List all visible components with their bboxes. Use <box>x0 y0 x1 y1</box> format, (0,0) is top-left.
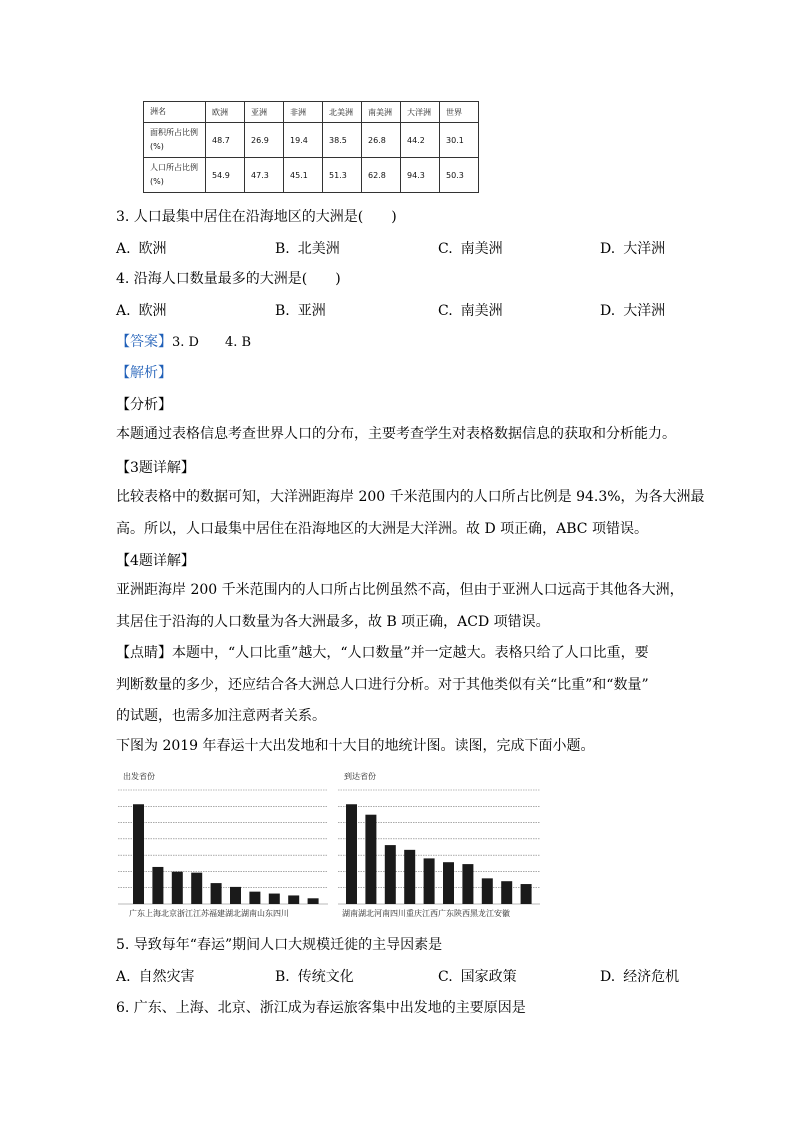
table-cell: 50.3 <box>440 158 479 193</box>
answer-line <box>116 331 251 351</box>
continent-population-table <box>143 101 479 193</box>
category-labels <box>129 908 289 918</box>
category-label: 山东 <box>257 909 273 918</box>
question-6-stem: 6. 广东、上海、北京、浙江成为春运旅客集中出发地的主要原因是 <box>116 1000 526 1016</box>
table-row <box>144 158 479 193</box>
bar <box>249 892 260 904</box>
bar <box>230 887 241 904</box>
category-label: 湖南 <box>342 909 358 918</box>
chart-title: 出发省份 <box>123 772 155 781</box>
table-cell: 45.1 <box>284 158 323 193</box>
option-text: 自然灾害 <box>138 969 195 985</box>
question-5-option-d <box>600 966 679 986</box>
table-header-cell: 欧洲 <box>206 102 245 123</box>
question-3-option-d <box>600 238 665 258</box>
option-letter: B. <box>275 241 290 257</box>
category-label: 上海 <box>145 909 161 918</box>
question-4-option-a <box>116 300 167 320</box>
bar <box>152 867 163 904</box>
table-header-cell: 洲名 <box>144 102 206 123</box>
table-header-cell: 大洋洲 <box>401 102 440 123</box>
dianjing-line: 判断数量的多少，还应结合各大洲总人口进行分析。对于其他类似有关“比重”和“数量” <box>116 676 649 693</box>
bar <box>501 881 512 904</box>
question-5-option-c <box>438 966 517 986</box>
option-letter: D. <box>600 969 616 985</box>
option-letter: D. <box>600 303 616 319</box>
question-4-option-b <box>275 300 326 320</box>
category-label: 江西 <box>422 909 438 918</box>
category-label: 黑龙江 <box>470 909 494 918</box>
option-text: 北美洲 <box>297 241 340 257</box>
answer-text: 3. D 4. B <box>172 335 252 350</box>
bar <box>308 898 319 904</box>
chart-intro: 下图为 2019 年春运十大出发地和十大目的地统计图。读图，完成下面小题。 <box>116 738 595 754</box>
fenxi-text: 本题通过表格信息考查世界人口的分布，主要考查学生对表格数据信息的获取和分析能力。 <box>116 426 676 442</box>
table-header-cell: 南美洲 <box>362 102 401 123</box>
bar <box>443 862 454 904</box>
bar <box>191 873 202 904</box>
bar <box>346 804 357 904</box>
question-5-stem: 5. 导致每年“春运”期间人口大规模迁徙的主导因素是 <box>116 937 443 953</box>
option-letter: A. <box>116 303 131 319</box>
category-label: 四川 <box>273 909 289 918</box>
bar <box>482 878 493 904</box>
detail-4-text <box>116 575 684 638</box>
option-letter: A. <box>116 969 131 985</box>
category-label: 湖南 <box>241 909 257 918</box>
bar <box>385 845 396 904</box>
option-text: 南美洲 <box>460 241 503 257</box>
dianjing-line: 的试题，也需多加注意两者关系。 <box>116 708 326 724</box>
option-text: 大洋洲 <box>623 303 666 319</box>
bar <box>133 804 144 904</box>
category-label: 湖北 <box>225 909 241 918</box>
table-cell: 54.9 <box>206 158 245 193</box>
table-cell: 44.2 <box>401 123 440 158</box>
fenxi-tag: 【分析】 <box>116 397 172 413</box>
table-cell: 94.3 <box>401 158 440 193</box>
question-4-option-d <box>600 300 665 320</box>
option-letter: B. <box>275 303 290 319</box>
category-label: 江苏 <box>193 909 209 918</box>
dianjing-text: 本题中，“人口比重”越大，“人口数量”并一定越大。表格只给了人口比重，要 <box>172 645 649 661</box>
detail-4-line: 其居住于沿海的人口数量为各大洲最多，故 B 项正确，ACD 项错误。 <box>116 613 550 630</box>
bar <box>288 895 299 904</box>
option-letter: A. <box>116 241 131 257</box>
table-cell: 62.8 <box>362 158 401 193</box>
option-letter: C. <box>438 969 453 985</box>
option-letter: B. <box>275 969 290 985</box>
category-label: 福建 <box>209 909 225 918</box>
question-4-option-c <box>438 300 503 320</box>
category-label: 北京 <box>161 909 177 918</box>
bar <box>521 884 532 904</box>
category-labels <box>342 908 510 918</box>
row-label-line2: (%) <box>150 177 164 186</box>
question-3-option-c <box>438 238 503 258</box>
category-label: 安徽 <box>494 909 510 918</box>
table-row <box>144 123 479 158</box>
category-label: 重庆 <box>406 909 422 918</box>
question-3-option-a <box>116 238 167 258</box>
bar <box>211 883 222 904</box>
row-label-line2: (%) <box>150 142 164 151</box>
question-5-option-b <box>275 966 354 986</box>
table-cell: 30.1 <box>440 123 479 158</box>
table-row-label <box>144 158 206 193</box>
option-text: 经济危机 <box>623 969 680 985</box>
question-5-option-a <box>116 966 195 986</box>
table-cell: 26.8 <box>362 123 401 158</box>
option-letter: D. <box>600 241 616 257</box>
bar <box>462 864 473 904</box>
dianjing-block <box>116 638 649 733</box>
category-label: 广东 <box>129 909 145 918</box>
detail-3-tag: 【3题详解】 <box>116 460 195 476</box>
option-text: 欧洲 <box>138 303 167 319</box>
category-label: 陕西 <box>454 909 470 918</box>
bar <box>269 894 280 904</box>
option-text: 国家政策 <box>460 969 517 985</box>
option-text: 大洋洲 <box>623 241 666 257</box>
answer-tag: 【答案】 <box>116 334 172 350</box>
table-header-cell: 世界 <box>440 102 479 123</box>
table-cell: 48.7 <box>206 123 245 158</box>
analysis-tag: 【解析】 <box>116 365 172 381</box>
table-header-cell: 北美洲 <box>323 102 362 123</box>
detail-4-line: 亚洲距海岸 200 千米范围内的人口所占比例虽然不高，但由于亚洲人口远高于其他各大洲， <box>116 582 684 598</box>
category-label: 广东 <box>438 909 454 918</box>
detail-4-tag: 【4题详解】 <box>116 553 195 569</box>
bar <box>404 850 415 904</box>
table-cell: 47.3 <box>245 158 284 193</box>
category-label: 四川 <box>390 909 406 918</box>
spring-festival-travel-chart <box>110 764 550 924</box>
table-row-label <box>144 123 206 158</box>
option-text: 亚洲 <box>297 303 326 319</box>
table-header-cell: 亚洲 <box>245 102 284 123</box>
detail-3-line: 高。所以，人口最集中居住在沿海地区的大洲是大洋洲。故 D 项正确，ABC 项错误。 <box>116 520 648 537</box>
bar <box>365 815 376 904</box>
option-letter: C. <box>438 241 453 257</box>
row-label-line1: 人口所占比例 <box>150 163 198 172</box>
table-cell: 19.4 <box>284 123 323 158</box>
table-cell: 38.5 <box>323 123 362 158</box>
dianjing-tag: 【点睛】 <box>116 645 172 661</box>
option-text: 欧洲 <box>138 241 167 257</box>
table-header-cell: 非洲 <box>284 102 323 123</box>
option-text: 南美洲 <box>460 303 503 319</box>
category-label: 湖北 <box>358 909 374 918</box>
question-3-option-b <box>275 238 340 258</box>
category-label: 河南 <box>374 909 390 918</box>
option-text: 传统文化 <box>297 969 354 985</box>
question-3-stem: 3. 人口最集中居住在沿海地区的大洲是( ) <box>116 209 397 225</box>
category-label: 浙江 <box>177 909 193 918</box>
row-label-line1: 面积所占比例 <box>150 128 198 137</box>
detail-3-line: 比较表格中的数据可知，大洋洲距海岸 200 千米范围内的人口所占比例是 94.3%，为各大洲最 <box>116 489 705 505</box>
table-cell: 26.9 <box>245 123 284 158</box>
table-header-row <box>144 102 479 123</box>
option-letter: C. <box>438 303 453 319</box>
dianjing-line <box>116 638 649 670</box>
bar <box>172 872 183 904</box>
chart-title: 到达省份 <box>344 772 376 781</box>
table-cell: 51.3 <box>323 158 362 193</box>
detail-3-text <box>116 482 705 545</box>
bar <box>424 858 435 904</box>
question-4-stem: 4. 沿海人口数量最多的大洲是( ) <box>116 271 341 287</box>
